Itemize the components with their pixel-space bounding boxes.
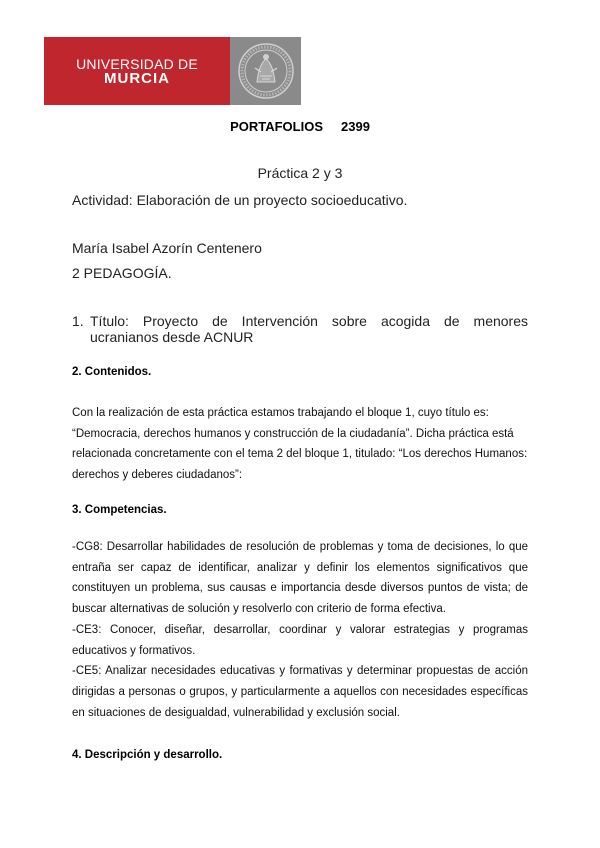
course-name: 2 PEDAGOGÍA. — [72, 265, 172, 281]
author-name: María Isabel Azorín Centenero — [72, 240, 262, 256]
competencia-cg8: -CG8: Desarrollar habilidades de resolución de problemas y toma de decisiones, lo que entraña ser capaz de identificar, analizar y definir los elementos significativos que constituyen un problema, sus causas e importancia desde diversos puntos de vista; de buscar alternativas de solución y resolverlo con criterio de forma efectiva. — [72, 541, 528, 616]
portfolio-title: PORTAFOLIOS — [230, 119, 323, 134]
competencia-ce5: -CE5: Analizar necesidades educativas y formativas y determinar propuestas de acción dirigidas a personas o grupos, y particularmente a aquellos con necesidades específicas en situaciones de desigualdad, vulnerabilidad y exclusión social. — [72, 665, 528, 719]
contenidos-text: Con la realización de esta práctica estamos trabajando el bloque 1, cuyo título es: “Democracia, derechos humanos y construcción de la ciudadanía”. Dicha práctica está relacionada concretamente con el tema 2 del bloque 1, titulado: “Los derechos Humanos: derechos y deberes ciudadanos”: — [72, 407, 528, 482]
logo-line-2: MURCIA — [104, 69, 170, 87]
logo-seal-panel — [230, 37, 301, 105]
competencias-list — [72, 537, 528, 723]
logo-wordmark — [44, 37, 230, 105]
section-heading-competencias: 3. Competencias. — [72, 504, 167, 516]
competencia-ce3: -CE3: Conocer, diseñar, desarrollar, coordinar y valorar estrategias y programas educativos y formativos. — [72, 623, 528, 657]
document-heading — [0, 119, 600, 134]
section-heading-contenidos: 2. Contenidos. — [72, 366, 152, 378]
project-title-text: Título: Proyecto de Intervención sobre acogida de menores ucranianos desde ACNUR — [90, 313, 528, 345]
university-logo — [44, 37, 301, 105]
logo-line-1: UNIVERSIDAD DE — [76, 55, 198, 72]
practice-subtitle: Práctica 2 y 3 — [257, 165, 343, 181]
university-seal-icon — [237, 42, 295, 100]
title-list-item — [72, 313, 528, 345]
contenidos-paragraph — [72, 403, 528, 486]
portfolio-code: 2399 — [341, 119, 370, 134]
list-number: 1. — [72, 313, 84, 329]
section-heading-descripcion: 4. Descripción y desarrollo. — [72, 749, 223, 761]
activity-line: Actividad: Elaboración de un proyecto socioeducativo. — [72, 192, 408, 208]
